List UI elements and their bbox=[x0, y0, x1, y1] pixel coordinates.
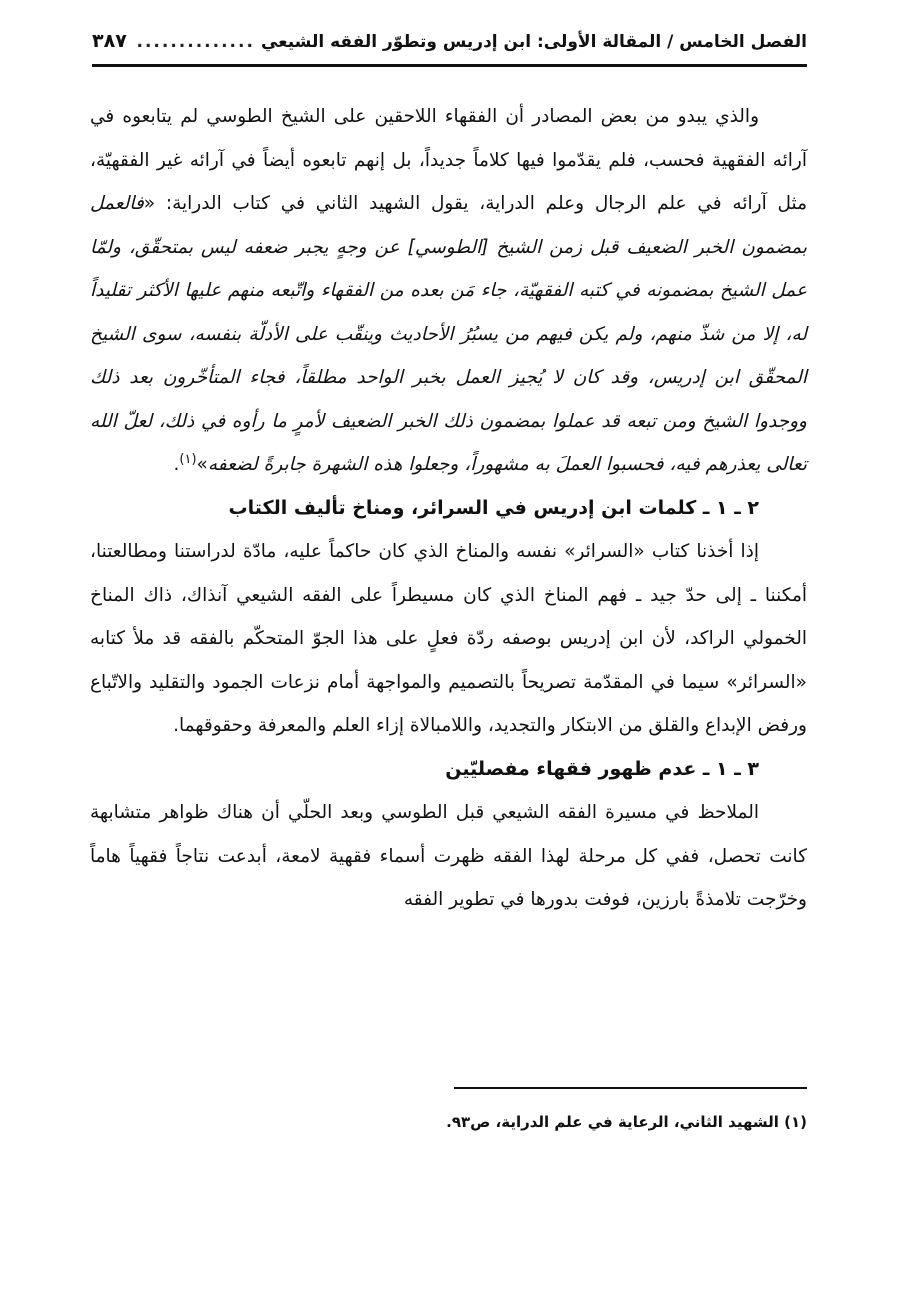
footnote-text: الشهيد الثاني، الرعاية في علم الدراية، ص٩٣. bbox=[446, 1113, 779, 1131]
intro-lead: والذي يبدو من بعض المصادر أن الفقهاء اللاحقين على الشيخ الطوسي لم يتابعوه في آرائه الفقهية فحسب، فلم يقدّموا فيها كلاماً جديداً، بل إنهم تابعوه أيضاً في آرائه غير الفقهيّة، مثل آرائه في علم الرجال وعلم الدراية، يقول الشهيد الثاني في كتاب الدراية: « bbox=[90, 106, 807, 214]
footnote bbox=[90, 1110, 807, 1134]
header-rule bbox=[92, 64, 807, 67]
page-number: ٣٨٧ bbox=[92, 30, 127, 52]
chapter-title: الفصل الخامس / المقالة الأولى: ابن إدريس وتطوّر الفقه الشيعي bbox=[260, 32, 807, 52]
footnote-number: (١) bbox=[784, 1113, 807, 1131]
body-text bbox=[90, 95, 807, 922]
section-paragraph: إذا أخذنا كتاب «السرائر» نفسه والمناخ الذي كان حاكماً عليه، مادّة لدراستنا ومطالعتنا، أمكننا ـ إلى حدّ جيد ـ فهم المناخ الذي كان مسيطراً على الفقه الشيعي آنذاك، ذاك المناخ الخمولي الراكد، لأن ابن إدريس بوصفه ردّة فعلٍ على هذا الجوّ المتحكّم بالفقه قد ملأ كتابه «السرائر» سيما في المقدّمة تصريحاً بالتصميم والمواجهة أمام نزعات الجمود والتقليد والاتّباع ورفض الإبداع والقلق من الابتكار والتجديد، واللامبالاة إزاء العلم والمعرفة وحقوقهما. bbox=[90, 541, 807, 736]
leader-dots bbox=[133, 32, 255, 52]
quote-close: » bbox=[196, 454, 208, 475]
footnote-ref[interactable]: (١) bbox=[179, 451, 197, 467]
intro-paragraph bbox=[90, 95, 807, 487]
section-heading: ٢ ـ ١ ـ كلمات ابن إدريس في السرائر، ومناخ تأليف الكتاب bbox=[228, 496, 759, 519]
intro-end: . bbox=[173, 454, 180, 475]
section-heading: ٣ ـ ١ ـ عدم ظهور فقهاء مفصليّين bbox=[445, 757, 759, 780]
quoted-passage: فالعمل بمضمون الخبر الضعيف قبل زمن الشيخ [الطوسي] عن وجهٍ يجبر ضعفه ليس بمتحقّق، ولمّا عمل الشيخ بمضمونه في كتبه الفقهيّة، جاء مَن بعده من الفقهاء واتّبعه منهم عليها الأكثر تقليداً له، إلا من شذّ منهم، ولم يكن فيهم من يسبُرُ الأحاديث وينقّب على الأدلّة بنفسه، سوى الشيخ المحقّق ابن إدريس، وقد كان لا يُجيز العمل بخبر الواحد مطلقاً، فجاء المتأخّرون بعد ذلك ووجدوا الشيخ ومن تبعه قد عملوا بمضمون ذلك الخبر الضعيف لأمرٍ ما رأوه في ذلك، لعلّ الله تعالى يعذرهم فيه، فحسبوا العملَ به مشهوراً، وجعلوا هذه الشهرة جابرةً لضعفه bbox=[90, 193, 807, 475]
footnote-rule bbox=[454, 1087, 807, 1089]
section-paragraph: الملاحظ في مسيرة الفقه الشيعي قبل الطوسي وبعد الحلّي أن هناك ظواهر متشابهة كانت تحصل، ففي كل مرحلة لهذا الفقه ظهرت أسماء فقهية لامعة، أبدعت نتاجاً فقهياً هاماً وخرّجت تلامذةً بارزين، فوفت بدورها في تطوير الفقه bbox=[90, 802, 807, 910]
running-header bbox=[92, 30, 807, 60]
